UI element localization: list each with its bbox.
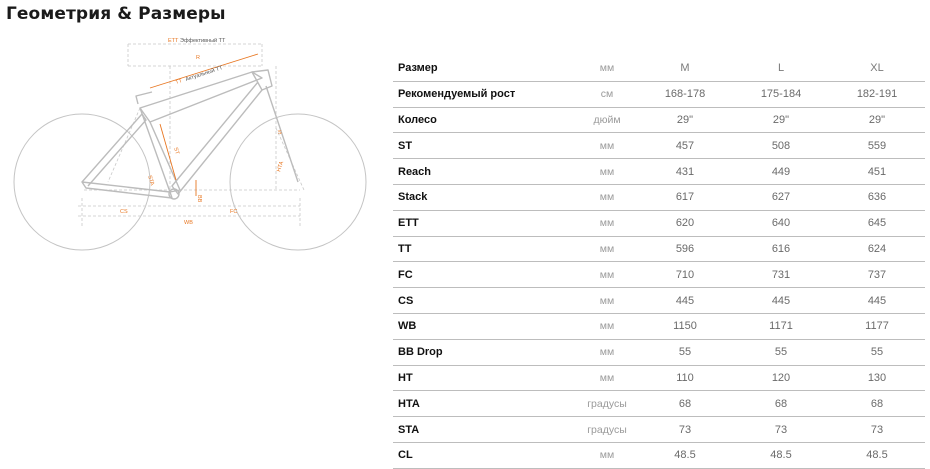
value-l: 120	[733, 365, 829, 391]
label-wb: WB	[184, 220, 193, 226]
value-l: 29"	[733, 107, 829, 133]
param-label: ETT	[393, 210, 577, 236]
label-sta: STA	[146, 174, 155, 187]
value-xl: 55	[829, 339, 925, 365]
value-xl: 636	[829, 184, 925, 210]
value-l: 731	[733, 262, 829, 288]
value-m: 168-178	[637, 81, 733, 107]
table-row	[393, 313, 925, 339]
param-label: CL	[393, 442, 577, 468]
table-row	[393, 159, 925, 185]
label-bb: BB	[196, 195, 202, 203]
label-reach: R	[196, 55, 200, 61]
table-row	[393, 210, 925, 236]
label-tt: TT	[174, 78, 184, 86]
table-row	[393, 133, 925, 159]
value-m: 73	[637, 417, 733, 443]
table-row	[393, 391, 925, 417]
table-row	[393, 288, 925, 314]
column-header-size: Размер	[393, 56, 577, 81]
value-xl: 1177	[829, 313, 925, 339]
column-header-unit: мм	[577, 56, 637, 81]
param-label: TT	[393, 236, 577, 262]
value-xl: 737	[829, 262, 925, 288]
value-xl: 645	[829, 210, 925, 236]
value-l: 175-184	[733, 81, 829, 107]
table-row	[393, 184, 925, 210]
label-cs: CS	[120, 209, 128, 215]
table-row	[393, 236, 925, 262]
value-m: 29"	[637, 107, 733, 133]
value-m: 68	[637, 391, 733, 417]
value-m: 55	[637, 339, 733, 365]
unit-cell: мм	[577, 442, 637, 468]
dimension-guides	[78, 44, 304, 228]
value-m: 48.5	[637, 442, 733, 468]
value-m: 617	[637, 184, 733, 210]
param-label: HTA	[393, 391, 577, 417]
label-fc: FC	[230, 209, 238, 215]
param-label: Stack	[393, 184, 577, 210]
value-xl: 182-191	[829, 81, 925, 107]
param-label: STA	[393, 417, 577, 443]
value-l: 508	[733, 133, 829, 159]
unit-cell: мм	[577, 262, 637, 288]
page-title: Геометрия & Размеры	[6, 4, 226, 24]
value-xl: 68	[829, 391, 925, 417]
param-label: Рекомендуемый рост	[393, 81, 577, 107]
value-xl: 559	[829, 133, 925, 159]
value-l: 445	[733, 288, 829, 314]
label-ett-desc: Эффективный TT	[180, 38, 226, 44]
value-m: 110	[637, 365, 733, 391]
value-l: 68	[733, 391, 829, 417]
value-xl: 29"	[829, 107, 925, 133]
label-st: ST	[172, 146, 180, 156]
value-l: 1171	[733, 313, 829, 339]
table-row	[393, 365, 925, 391]
table-row	[393, 339, 925, 365]
table-row	[393, 417, 925, 443]
value-m: 710	[637, 262, 733, 288]
label-tt-desc: Актуальный TT	[184, 65, 224, 83]
value-l: 55	[733, 339, 829, 365]
unit-cell: мм	[577, 339, 637, 365]
label-ett: ETT	[168, 38, 179, 44]
unit-cell: мм	[577, 184, 637, 210]
value-l: 48.5	[733, 442, 829, 468]
value-xl: 73	[829, 417, 925, 443]
param-label: HT	[393, 365, 577, 391]
unit-cell: дюйм	[577, 107, 637, 133]
column-header-m: M	[637, 56, 733, 81]
unit-cell: мм	[577, 236, 637, 262]
param-label: Reach	[393, 159, 577, 185]
table-row	[393, 262, 925, 288]
value-xl: 451	[829, 159, 925, 185]
unit-cell: мм	[577, 365, 637, 391]
label-stack: S	[278, 130, 282, 136]
param-label: FC	[393, 262, 577, 288]
value-m: 431	[637, 159, 733, 185]
table-row	[393, 442, 925, 468]
unit-cell: мм	[577, 288, 637, 314]
value-m: 596	[637, 236, 733, 262]
table-header-row	[393, 56, 925, 81]
geometry-table	[393, 56, 925, 469]
unit-cell: мм	[577, 133, 637, 159]
value-xl: 445	[829, 288, 925, 314]
value-m: 445	[637, 288, 733, 314]
value-m: 620	[637, 210, 733, 236]
param-label: Колесо	[393, 107, 577, 133]
value-xl: 48.5	[829, 442, 925, 468]
param-label: CS	[393, 288, 577, 314]
param-label: BB Drop	[393, 339, 577, 365]
value-m: 457	[637, 133, 733, 159]
value-l: 449	[733, 159, 829, 185]
value-l: 640	[733, 210, 829, 236]
unit-cell: мм	[577, 159, 637, 185]
unit-cell: мм	[577, 313, 637, 339]
bike-geometry-diagram	[0, 30, 380, 270]
value-m: 1150	[637, 313, 733, 339]
geometry-table-body	[393, 56, 925, 468]
param-label: WB	[393, 313, 577, 339]
bike-frame	[82, 70, 298, 199]
value-xl: 624	[829, 236, 925, 262]
label-hta: HTA	[276, 160, 286, 173]
param-label: ST	[393, 133, 577, 159]
unit-cell: см	[577, 81, 637, 107]
value-l: 627	[733, 184, 829, 210]
value-l: 73	[733, 417, 829, 443]
value-l: 616	[733, 236, 829, 262]
unit-cell: градусы	[577, 391, 637, 417]
unit-cell: градусы	[577, 417, 637, 443]
column-header-l: L	[733, 56, 829, 81]
table-row	[393, 81, 925, 107]
value-xl: 130	[829, 365, 925, 391]
table-row	[393, 107, 925, 133]
column-header-xl: XL	[829, 56, 925, 81]
unit-cell: мм	[577, 210, 637, 236]
